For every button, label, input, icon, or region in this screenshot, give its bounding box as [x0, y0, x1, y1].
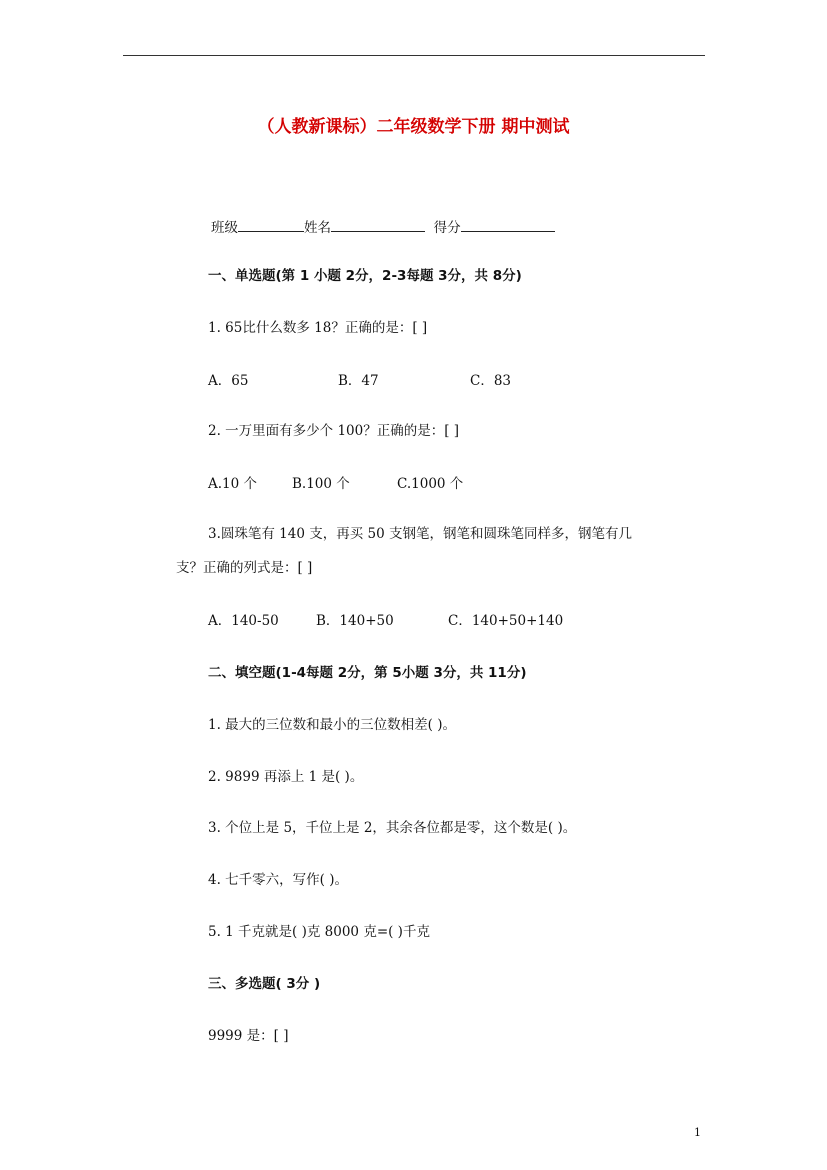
fill-item-2: 2. 9899 再添上 1 是( )。 — [208, 769, 364, 785]
section-1-heading: 一、单选题(第 1 小题 2分，2-3每题 3分，共 8分) — [208, 268, 522, 284]
q1-2-option-a: A.10 个 — [208, 476, 258, 492]
q1-2-option-c: C.1000 个 — [397, 476, 464, 492]
q1-1-option-a: A．65 — [208, 373, 249, 389]
q1-3-option-b: B．140+50 — [316, 613, 394, 629]
question-1-3-line-2: 支？正确的列式是：[ ] — [176, 560, 313, 576]
name-blank[interactable] — [331, 217, 425, 232]
fill-item-1: 1. 最大的三位数和最小的三位数相差( )。 — [208, 717, 456, 733]
student-info-row — [211, 216, 555, 236]
class-blank[interactable] — [238, 217, 304, 232]
header-rule — [123, 55, 705, 56]
q1-1-option-c: C．83 — [470, 373, 512, 389]
name-label: 姓名 — [304, 220, 331, 236]
section-2-heading: 二、填空题(1-4每题 2分，第 5小题 3分，共 11分) — [208, 665, 527, 681]
q1-1-option-b: B．47 — [338, 373, 379, 389]
page-number: 1 — [694, 1126, 701, 1139]
document-title: （人教新课标）二年级数学下册 期中测试 — [257, 117, 570, 137]
q1-2-option-b: B.100 个 — [292, 476, 350, 492]
multi-choice-question-1: 9999 是：[ ] — [208, 1028, 289, 1044]
fill-item-5: 5. 1 千克就是( )克 8000 克=( )千克 — [208, 924, 430, 940]
class-label: 班级 — [211, 220, 238, 236]
fill-item-3: 3. 个位上是 5，千位上是 2，其余各位都是零，这个数是( )。 — [208, 820, 577, 836]
question-1-2: 2. 一万里面有多少个 100？正确的是：[ ] — [208, 423, 460, 439]
score-blank[interactable] — [461, 217, 555, 232]
section-3-heading: 三、多选题( 3分 ) — [208, 976, 321, 992]
question-1-1: 1. 65比什么数多 18？正确的是：[ ] — [208, 320, 428, 336]
q1-3-option-c: C．140+50+140 — [448, 613, 564, 629]
fill-item-4: 4. 七千零六，写作( )。 — [208, 872, 348, 888]
score-label: 得分 — [433, 220, 461, 236]
question-1-3-line-1: 3.圆珠笔有 140 支，再买 50 支钢笔，钢笔和圆珠笔同样多，钢笔有几 — [208, 526, 632, 542]
q1-3-option-a: A．140-50 — [208, 613, 279, 629]
